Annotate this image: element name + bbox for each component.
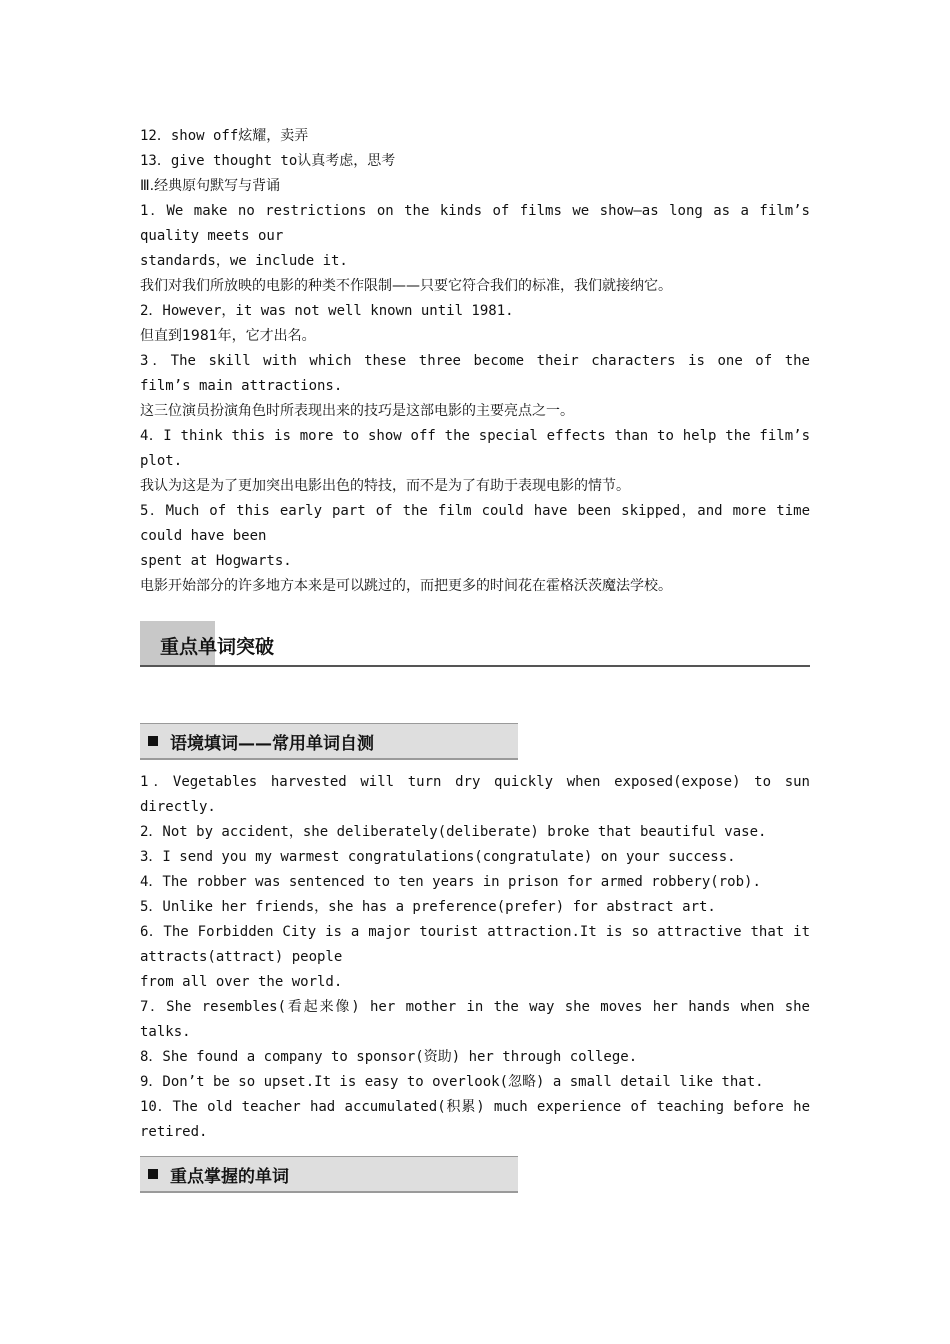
exercise-item-cont: from all over the world. bbox=[140, 974, 343, 990]
exercise-item: 3．I send you my warmest congratulations(congratulate) on your success. bbox=[140, 849, 736, 865]
sentence-zh: 但直到1981年，它才出名。 bbox=[140, 328, 316, 344]
exercise-item: 4．The robber was sentenced to ten years in prison for armed robbery(rob). bbox=[140, 874, 761, 890]
square-bullet-icon bbox=[148, 736, 158, 746]
sentence-2 bbox=[140, 299, 810, 349]
sentence-en: 2．However，it was not well known until 1981. bbox=[140, 303, 514, 319]
phrase-zh: 炫耀，卖弄 bbox=[238, 128, 309, 144]
subsection-title: 重点掌握的单词 bbox=[170, 1166, 289, 1187]
sentence-en: 3．The skill with which these three become their characters is one of the film’s main attractions. bbox=[140, 353, 810, 394]
exercise-item: 2．Not by accident，she deliberately(deliberate) broke that beautiful vase. bbox=[140, 824, 767, 840]
sentence-en: 5．Much of this early part of the film could have been skipped，and more time could have been bbox=[140, 503, 810, 544]
document-body bbox=[140, 124, 810, 1193]
phrase-en: 12．show off bbox=[140, 128, 239, 144]
section-iii-title: Ⅲ.经典原句默写与背诵 bbox=[140, 178, 281, 194]
exercise-list bbox=[140, 770, 810, 1145]
sentence-1 bbox=[140, 199, 810, 299]
exercise-item: 1．Vegetables harvested will turn dry quickly when exposed(expose) to sun directly. bbox=[140, 774, 810, 815]
sentence-zh: 我认为这是为了更加突出电影出色的特技，而不是为了有助于表现电影的情节。 bbox=[140, 478, 630, 494]
sentence-en-cont: spent at Hogwarts. bbox=[140, 553, 292, 569]
exercise-item: 7．She resembles(看起来像) her mother in the way she moves her hands when she talks. bbox=[140, 999, 810, 1040]
square-bullet-icon bbox=[148, 1169, 158, 1179]
exercise-item: 5．Unlike her friends，she has a preference(prefer) for abstract art. bbox=[140, 899, 716, 915]
subsection-header-key-words bbox=[140, 1156, 518, 1193]
sentence-3 bbox=[140, 349, 810, 424]
phrase-en: 13．give thought to bbox=[140, 153, 298, 169]
section-title: 重点单词突破 bbox=[160, 636, 275, 658]
subsection-title: 语境填词——常用单词自测 bbox=[170, 733, 374, 754]
phrase-line-13 bbox=[140, 149, 810, 174]
subsection-header-fill-in bbox=[140, 723, 518, 760]
sentence-en: 1．We make no restrictions on the kinds of films we show—as long as a film’s quality meets our bbox=[140, 203, 810, 244]
sentence-zh: 这三位演员扮演角色时所表现出来的技巧是这部电影的主要亮点之一。 bbox=[140, 403, 574, 419]
sentence-zh: 我们对我们所放映的电影的种类不作限制——只要它符合我们的标准，我们就接纳它。 bbox=[140, 278, 672, 294]
phrase-line-12 bbox=[140, 124, 810, 149]
sentence-en-cont: standards，we include it. bbox=[140, 253, 348, 269]
phrase-zh: 认真考虑，思考 bbox=[297, 153, 396, 169]
sentence-zh: 电影开始部分的许多地方本来是可以跳过的，而把更多的时间花在霍格沃茨魔法学校。 bbox=[140, 578, 672, 594]
sentence-5 bbox=[140, 499, 810, 599]
exercise-item: 8．She found a company to sponsor(资助) her through college. bbox=[140, 1049, 638, 1065]
exercise-item: 6．The Forbidden City is a major tourist attraction.It is so attractive that it attracts(attract) people bbox=[140, 924, 810, 965]
sentence-4 bbox=[140, 424, 810, 499]
section-header bbox=[140, 621, 810, 667]
sentence-en: 4．I think this is more to show off the special effects than to help the film’s plot. bbox=[140, 428, 810, 469]
exercise-item: 9．Don’t be so upset.It is easy to overlook(忽略) a small detail like that. bbox=[140, 1074, 764, 1090]
exercise-item: 10．The old teacher had accumulated(积累) much experience of teaching before he retired. bbox=[140, 1099, 810, 1140]
